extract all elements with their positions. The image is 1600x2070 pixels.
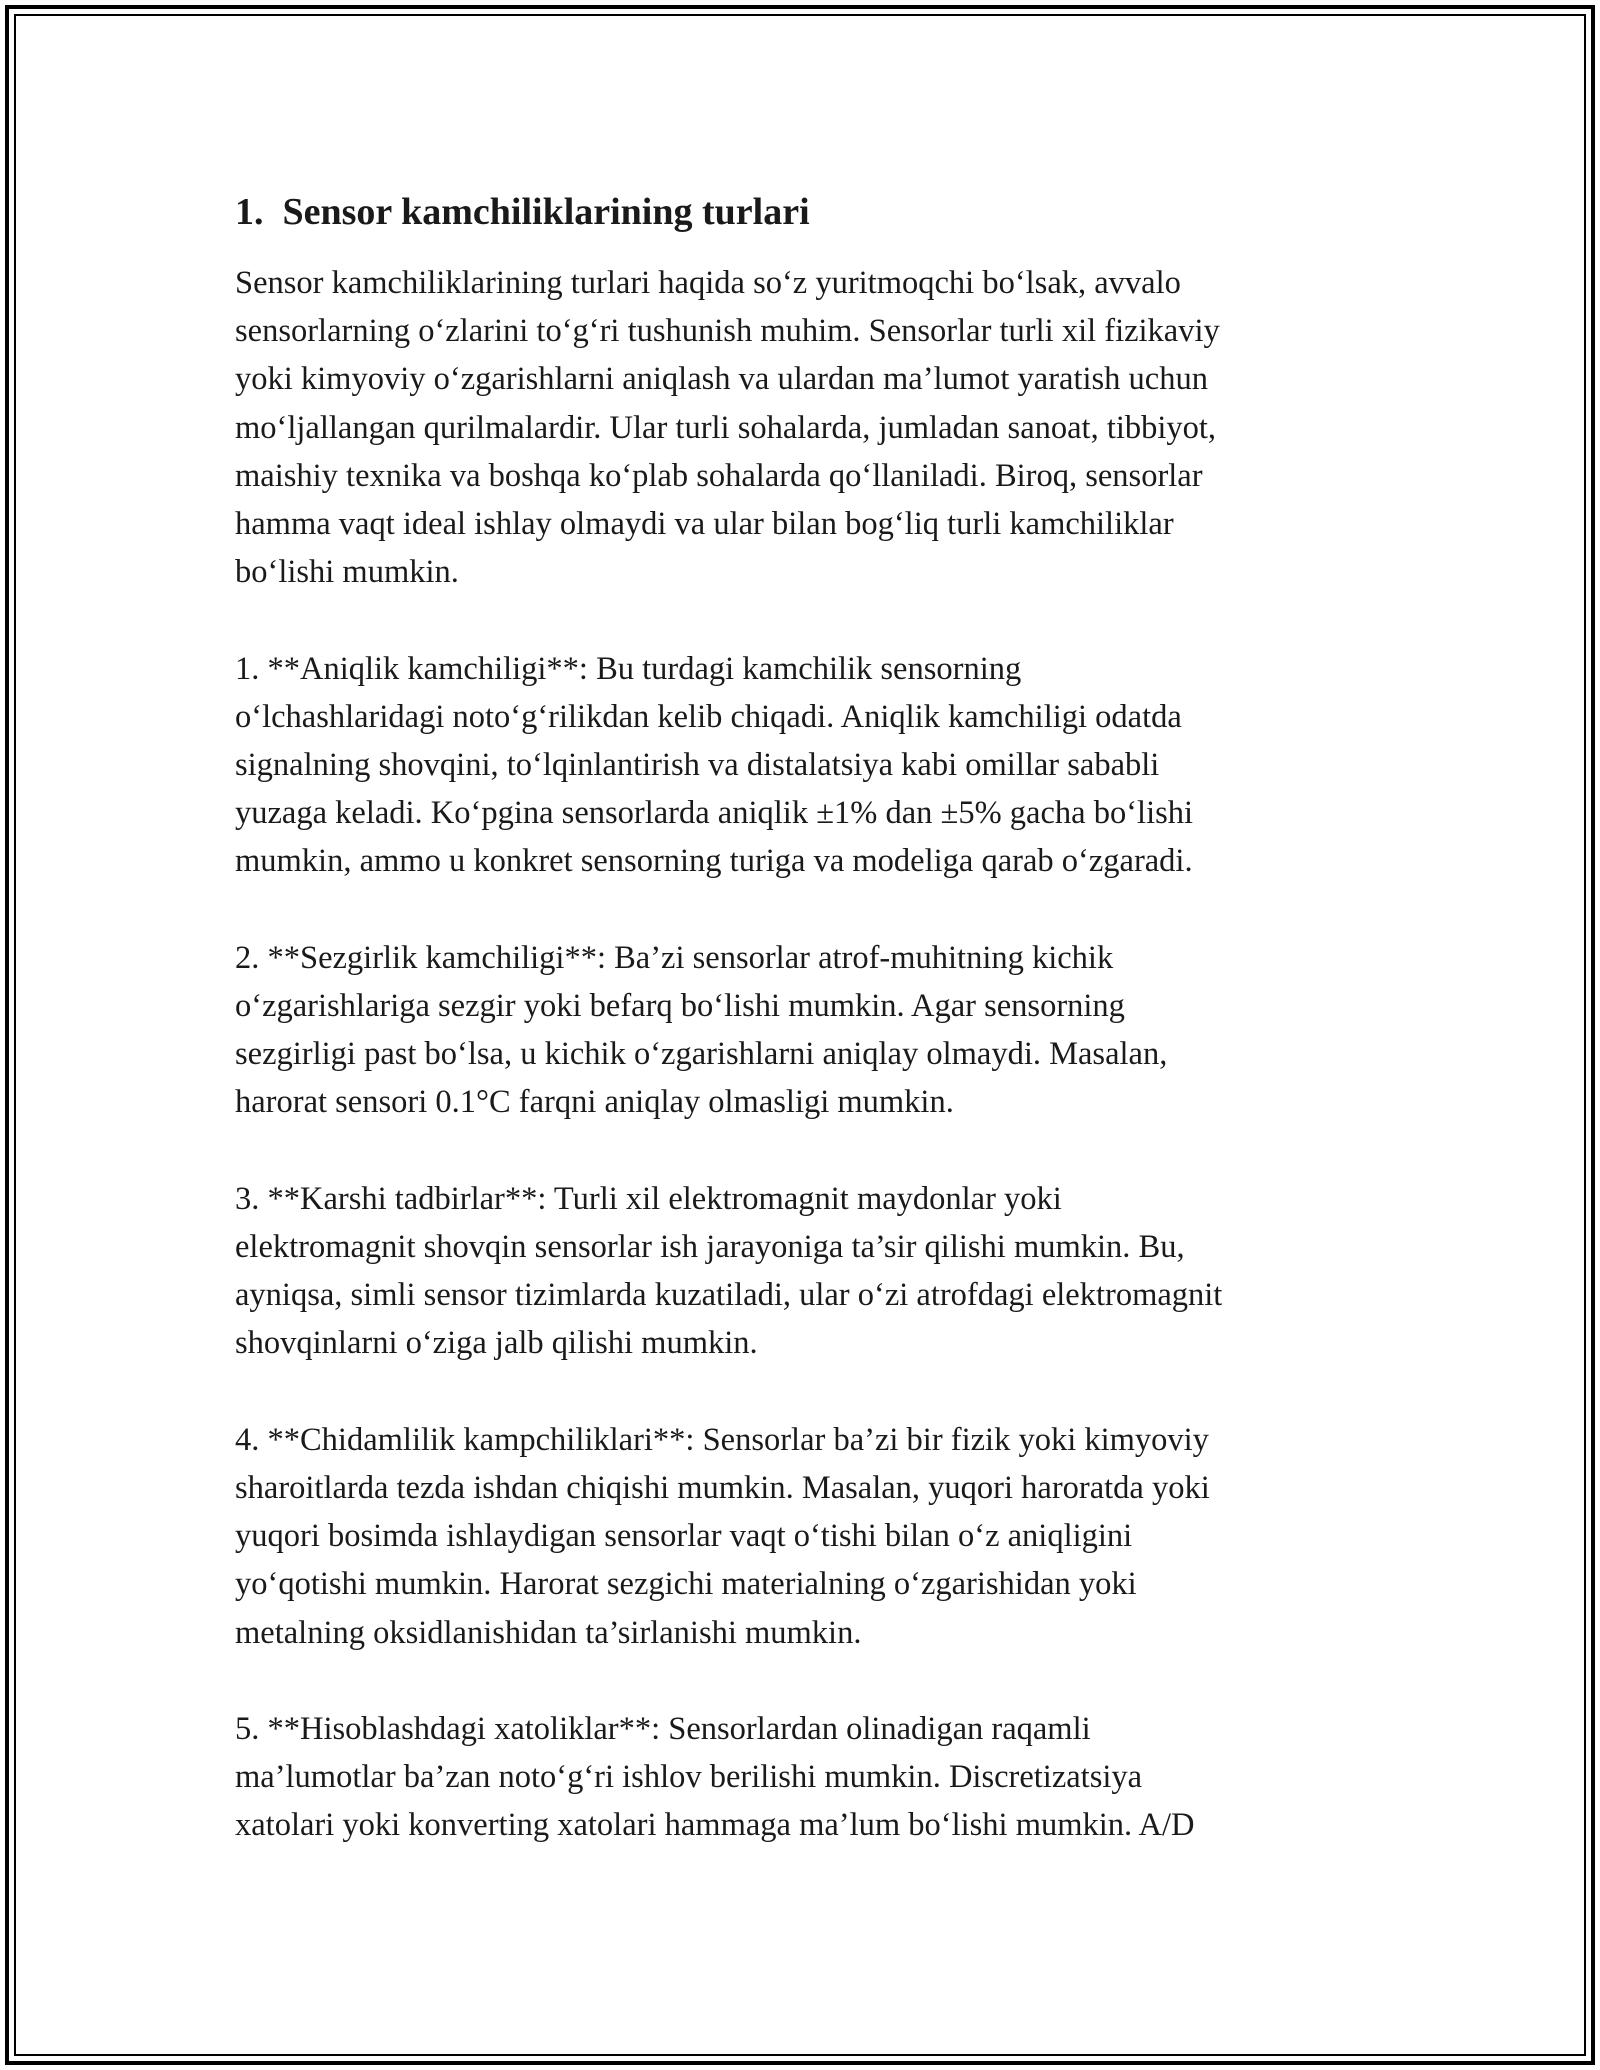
intro-paragraph: Sensor kamchiliklarining turlari haqida so‘z yuritmoqchi bo‘lsak, avvalo sensorlarning o‘zlarini to‘g‘ri tushunish muhim. Sensorlar turli xil fizikaviy yoki kimyoviy o‘zgarishlarni aniqlash va ulardan ma’lumot yaratish uchun mo‘ljallangan qurilmalardir. Ular turli sohalarda, jumladan sanoat, tibbiyot, maishiy texnika va boshqa ko‘plab sohalarda qo‘llaniladi. Biroq, sensorlar hamma vaqt ideal ishlay olmaydi va ular bilan bog‘liq turli kamchiliklar bo‘lishi mumkin.	[235, 265, 1220, 591]
list-item-accuracy: 1. **Aniqlik kamchiligi**: Bu turdagi kamchilik sensorning o‘lchashlaridagi noto‘g‘rilikdan kelib chiqadi. Aniqlik kamchiligi odatda signalning shovqini, to‘lqinlantirish va distalatsiya kabi omillar sababli yuzaga keladi. Ko‘pgina sensorlarda aniqlik ±1% dan ±5% gacha bo‘lishi mumkin, ammo u konkret sensorning turiga va modeliga qarab o‘zgaradi.	[235, 650, 1194, 880]
document-body	[235, 186, 1375, 1898]
list-item-computation-errors: 5. **Hisoblashdagi xatoliklar**: Sensorlardan olinadigan raqamli ma’lumotlar ba’zan noto‘g‘ri ishlov berilishi mumkin. Discretizatsiya xatolari yoki konverting xatolari hammaga ma’lum bo‘lishi mumkin. A/D	[235, 1711, 1195, 1844]
list-item-durability: 4. **Chidamlilik kampchiliklari**: Sensorlar ba’zi bir fizik yoki kimyoviy sharoitlarda tezda ishdan chiqishi mumkin. Masalan, yuqori haroratda yoki yuqori bosimda ishlaydigan sensorlar vaqt o‘tishi bilan o‘z aniqligini yo‘qotishi mumkin. Harorat sezgichi materialning o‘zgarishidan yoki metalning oksidlanishidan ta’sirlanishi mumkin.	[235, 1421, 1210, 1651]
list-item-countermeasures: 3. **Karshi tadbirlar**: Turli xil elektromagnit maydonlar yoki elektromagnit shovqin sensorlar ish jarayoniga ta’sir qilishi mumkin. Bu, ayniqsa, simli sensor tizimlarda kuzatiladi, ular o‘zi atrofdagi elektromagnit shovqinlarni o‘ziga jalb qilishi mumkin.	[235, 1180, 1223, 1362]
section-heading: 1. Sensor kamchiliklarining turlari	[235, 191, 810, 233]
list-item-sensitivity: 2. **Sezgirlik kamchiligi**: Ba’zi sensorlar atrof-muhitning kichik o‘zgarishlariga sezgir yoki befarq bo‘lishi mumkin. Agar sensorning sezgirligi past bo‘lsa, u kichik o‘zgarishlarni aniqlay olmaydi. Masalan, harorat sensori 0.1°C farqni aniqlay olmasligi mumkin.	[235, 939, 1168, 1121]
